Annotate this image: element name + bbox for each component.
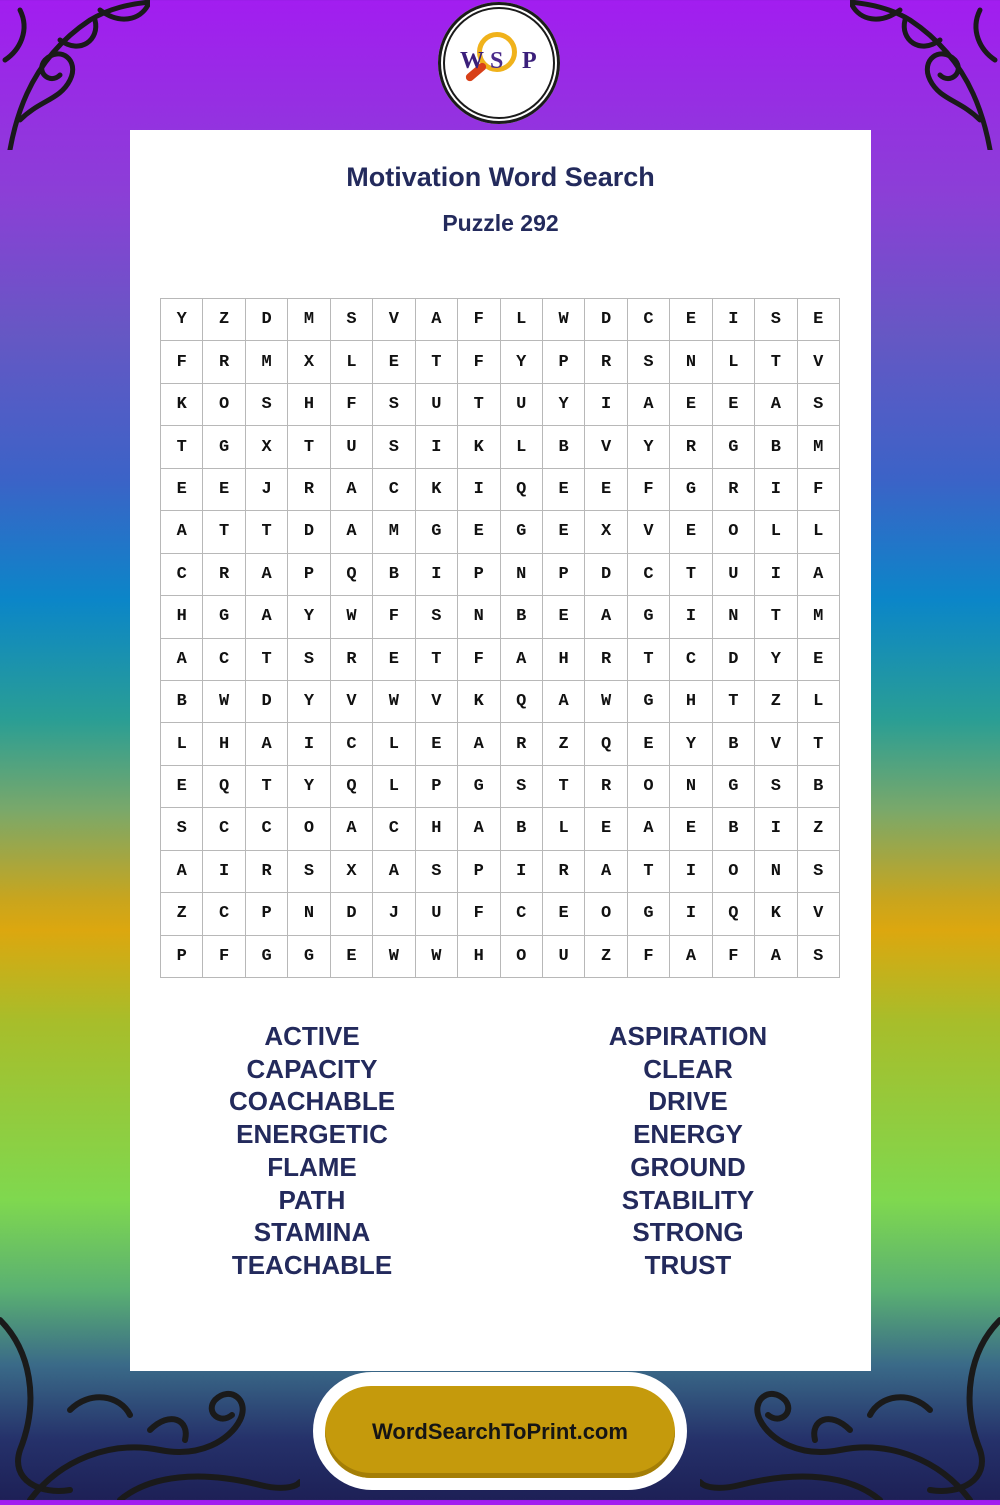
grid-cell[interactable]: X	[585, 511, 627, 553]
grid-cell[interactable]: T	[203, 511, 245, 553]
word-list-item: GROUND	[630, 1151, 746, 1182]
grid-cell[interactable]: W	[373, 681, 415, 723]
word-list-item: ACTIVE	[264, 1021, 360, 1051]
grid-cell[interactable]: T	[246, 511, 288, 553]
word-list-item: ENERGETIC	[236, 1119, 388, 1150]
word-list-item: CLEAR	[643, 1053, 733, 1084]
grid-cell[interactable]: L	[798, 511, 840, 553]
grid-cell[interactable]: B	[501, 596, 543, 638]
grid-cell[interactable]: C	[246, 808, 288, 850]
grid-cell[interactable]: Q	[585, 723, 627, 765]
grid-cell[interactable]: W	[416, 936, 458, 978]
grid-cell[interactable]: E	[161, 469, 203, 511]
grid-cell[interactable]: R	[288, 469, 330, 511]
grid-cell[interactable]: D	[246, 681, 288, 723]
grid-cell[interactable]: N	[670, 766, 712, 808]
grid-cell[interactable]: A	[628, 384, 670, 426]
grid-cell[interactable]: B	[798, 766, 840, 808]
grid-cell[interactable]: S	[331, 299, 373, 341]
page-title: Motivation Word Search	[346, 162, 655, 192]
grid-cell[interactable]: S	[288, 851, 330, 893]
grid-cell[interactable]: E	[628, 723, 670, 765]
grid-cell[interactable]: X	[288, 341, 330, 383]
grid-cell[interactable]: Z	[203, 299, 245, 341]
puzzle-number: Puzzle 292	[442, 210, 559, 236]
grid-cell[interactable]: L	[373, 766, 415, 808]
grid-cell[interactable]: I	[755, 554, 797, 596]
grid-cell[interactable]: C	[670, 639, 712, 681]
grid-cell[interactable]: R	[713, 469, 755, 511]
grid-cell[interactable]: Q	[501, 469, 543, 511]
grid-cell[interactable]: A	[331, 469, 373, 511]
grid-cell[interactable]: Y	[161, 299, 203, 341]
grid-cell[interactable]: R	[585, 639, 627, 681]
grid-cell[interactable]: Q	[203, 766, 245, 808]
grid-cell[interactable]: E	[373, 341, 415, 383]
grid-cell[interactable]: J	[373, 893, 415, 935]
logo-letter-s: S	[490, 48, 504, 74]
grid-cell[interactable]: M	[798, 426, 840, 468]
grid-cell[interactable]: I	[670, 851, 712, 893]
word-list-left	[162, 1020, 462, 1282]
grid-cell[interactable]: F	[713, 936, 755, 978]
grid-cell[interactable]: A	[161, 851, 203, 893]
grid-cell[interactable]: C	[161, 554, 203, 596]
grid-cell[interactable]: L	[501, 299, 543, 341]
grid-cell[interactable]: E	[416, 723, 458, 765]
grid-cell[interactable]: S	[501, 766, 543, 808]
grid-cell[interactable]: T	[670, 554, 712, 596]
grid-cell[interactable]: B	[713, 808, 755, 850]
site-link-button[interactable]: WordSearchToPrint.com	[325, 1386, 675, 1478]
grid-cell[interactable]: T	[246, 766, 288, 808]
grid-cell[interactable]: P	[246, 893, 288, 935]
grid-cell[interactable]: O	[585, 893, 627, 935]
grid-cell[interactable]: M	[798, 596, 840, 638]
grid-cell[interactable]: F	[458, 893, 500, 935]
grid-cell[interactable]: V	[798, 341, 840, 383]
grid-cell[interactable]: A	[331, 808, 373, 850]
word-list-right	[538, 1020, 838, 1282]
grid-cell[interactable]: P	[543, 341, 585, 383]
grid-cell[interactable]: F	[458, 341, 500, 383]
grid-cell[interactable]: A	[798, 554, 840, 596]
grid-cell[interactable]: R	[543, 851, 585, 893]
grid-cell[interactable]: Q	[331, 554, 373, 596]
grid-cell[interactable]: M	[288, 299, 330, 341]
grid-cell[interactable]: I	[585, 384, 627, 426]
grid-cell[interactable]: E	[543, 511, 585, 553]
grid-cell[interactable]: U	[331, 426, 373, 468]
grid-cell[interactable]: W	[203, 681, 245, 723]
grid-cell[interactable]: T	[161, 426, 203, 468]
word-list-item: TRUST	[644, 1249, 732, 1280]
grid-cell[interactable]: R	[331, 639, 373, 681]
grid-cell[interactable]: O	[203, 384, 245, 426]
grid-cell[interactable]: Z	[543, 723, 585, 765]
grid-cell[interactable]: I	[713, 299, 755, 341]
grid-cell[interactable]: R	[501, 723, 543, 765]
grid-cell[interactable]: E	[161, 766, 203, 808]
grid-cell[interactable]: E	[670, 511, 712, 553]
grid-cell[interactable]: A	[246, 723, 288, 765]
grid-cell[interactable]: C	[628, 554, 670, 596]
grid-cell[interactable]: D	[713, 639, 755, 681]
grid-cell[interactable]: C	[628, 299, 670, 341]
grid-cell[interactable]: S	[798, 936, 840, 978]
grid-cell[interactable]: F	[161, 341, 203, 383]
grid-cell[interactable]: A	[373, 851, 415, 893]
grid-cell[interactable]: P	[458, 554, 500, 596]
grid-cell[interactable]: F	[628, 936, 670, 978]
grid-cell[interactable]: N	[288, 893, 330, 935]
grid-cell[interactable]: I	[755, 469, 797, 511]
letter-grid[interactable]	[160, 298, 840, 978]
grid-cell[interactable]: Q	[501, 681, 543, 723]
grid-cell[interactable]: V	[628, 511, 670, 553]
grid-cell[interactable]: D	[288, 511, 330, 553]
grid-cell[interactable]: G	[628, 596, 670, 638]
grid-cell[interactable]: U	[501, 384, 543, 426]
grid-cell[interactable]: E	[585, 469, 627, 511]
grid-cell[interactable]: Z	[798, 808, 840, 850]
grid-cell[interactable]: Q	[713, 893, 755, 935]
grid-cell[interactable]: A	[161, 511, 203, 553]
grid-cell[interactable]: I	[203, 851, 245, 893]
grid-cell[interactable]: K	[458, 426, 500, 468]
grid-cell[interactable]: T	[755, 596, 797, 638]
grid-cell[interactable]: H	[670, 681, 712, 723]
grid-cell[interactable]: S	[373, 426, 415, 468]
grid-cell[interactable]: S	[416, 596, 458, 638]
grid-cell[interactable]: I	[501, 851, 543, 893]
grid-cell[interactable]: D	[585, 554, 627, 596]
grid-cell[interactable]: A	[585, 596, 627, 638]
grid-cell[interactable]: A	[501, 639, 543, 681]
grid-cell[interactable]: E	[670, 299, 712, 341]
grid-cell[interactable]: A	[755, 936, 797, 978]
grid-cell[interactable]: F	[373, 596, 415, 638]
grid-cell[interactable]: S	[416, 851, 458, 893]
grid-cell[interactable]: H	[543, 639, 585, 681]
grid-cell[interactable]: T	[288, 426, 330, 468]
grid-cell[interactable]: F	[458, 299, 500, 341]
logo-letter-p: P	[522, 48, 537, 74]
grid-cell[interactable]: V	[373, 299, 415, 341]
grid-cell[interactable]: S	[755, 299, 797, 341]
grid-cell[interactable]: I	[288, 723, 330, 765]
grid-cell[interactable]: A	[161, 639, 203, 681]
grid-cell[interactable]: Z	[585, 936, 627, 978]
grid-cell[interactable]: E	[585, 808, 627, 850]
grid-cell[interactable]: G	[416, 511, 458, 553]
grid-cell[interactable]: A	[458, 723, 500, 765]
grid-cell[interactable]: H	[288, 384, 330, 426]
word-list-item: STRONG	[632, 1217, 744, 1248]
grid-cell[interactable]: U	[543, 936, 585, 978]
grid-cell[interactable]: H	[416, 808, 458, 850]
grid-cell[interactable]: F	[458, 639, 500, 681]
grid-cell[interactable]: A	[246, 554, 288, 596]
grid-cell[interactable]: N	[458, 596, 500, 638]
grid-cell[interactable]: T	[416, 639, 458, 681]
grid-cell[interactable]: V	[331, 681, 373, 723]
grid-cell[interactable]: G	[628, 681, 670, 723]
grid-cell[interactable]: I	[458, 469, 500, 511]
grid-cell[interactable]: G	[458, 766, 500, 808]
word-list-item: ASPIRATION	[608, 1021, 768, 1051]
grid-cell[interactable]: A	[585, 851, 627, 893]
grid-cell[interactable]: G	[203, 596, 245, 638]
grid-cell[interactable]: Y	[288, 596, 330, 638]
grid-cell[interactable]: E	[543, 893, 585, 935]
grid-cell[interactable]: G	[203, 426, 245, 468]
grid-cell[interactable]: D	[331, 893, 373, 935]
grid-cell[interactable]: G	[501, 511, 543, 553]
grid-cell[interactable]: L	[501, 426, 543, 468]
grid-cell[interactable]: R	[585, 341, 627, 383]
grid-cell[interactable]: W	[543, 299, 585, 341]
grid-cell[interactable]: P	[458, 851, 500, 893]
grid-cell[interactable]: V	[798, 893, 840, 935]
grid-cell[interactable]: P	[416, 766, 458, 808]
word-list-item: DRIVE	[648, 1086, 728, 1117]
grid-cell[interactable]: K	[416, 469, 458, 511]
grid-cell[interactable]: Y	[628, 426, 670, 468]
grid-cell[interactable]: F	[331, 384, 373, 426]
grid-cell[interactable]: I	[755, 808, 797, 850]
grid-cell[interactable]: E	[203, 469, 245, 511]
grid-cell[interactable]: T	[628, 639, 670, 681]
grid-cell[interactable]: F	[628, 469, 670, 511]
word-list-item: FLAME	[267, 1151, 357, 1182]
word-list-item: STABILITY	[621, 1184, 755, 1215]
grid-cell[interactable]: E	[331, 936, 373, 978]
grid-cell[interactable]: S	[755, 766, 797, 808]
grid-cell[interactable]: E	[543, 596, 585, 638]
grid-cell[interactable]: B	[161, 681, 203, 723]
grid-cell[interactable]: S	[246, 384, 288, 426]
grid-cell[interactable]: B	[501, 808, 543, 850]
grid-cell[interactable]: M	[246, 341, 288, 383]
wsp-logo[interactable]	[438, 2, 560, 124]
grid-cell[interactable]: L	[713, 341, 755, 383]
grid-cell[interactable]: P	[161, 936, 203, 978]
grid-cell[interactable]: Y	[501, 341, 543, 383]
grid-cell[interactable]: Z	[161, 893, 203, 935]
grid-cell[interactable]: N	[755, 851, 797, 893]
word-list-item: ENERGY	[633, 1119, 743, 1150]
grid-cell[interactable]: Z	[755, 681, 797, 723]
grid-cell[interactable]: I	[670, 596, 712, 638]
grid-cell[interactable]: H	[161, 596, 203, 638]
grid-cell[interactable]: O	[713, 511, 755, 553]
grid-cell[interactable]: L	[373, 723, 415, 765]
grid-cell[interactable]: A	[331, 511, 373, 553]
grid-cell[interactable]: V	[416, 681, 458, 723]
grid-cell[interactable]: O	[713, 851, 755, 893]
grid-cell[interactable]: F	[203, 936, 245, 978]
grid-cell[interactable]: G	[246, 936, 288, 978]
grid-cell[interactable]: C	[203, 808, 245, 850]
grid-cell[interactable]: I	[416, 426, 458, 468]
word-list-item: COACHABLE	[228, 1086, 396, 1117]
grid-cell[interactable]: N	[670, 341, 712, 383]
grid-cell[interactable]: X	[331, 851, 373, 893]
grid-cell[interactable]: R	[246, 851, 288, 893]
grid-cell[interactable]: L	[331, 341, 373, 383]
grid-cell[interactable]: T	[628, 851, 670, 893]
grid-cell[interactable]: S	[373, 384, 415, 426]
grid-cell[interactable]: V	[585, 426, 627, 468]
grid-cell[interactable]: U	[416, 893, 458, 935]
grid-cell[interactable]: S	[288, 639, 330, 681]
grid-cell[interactable]: V	[755, 723, 797, 765]
grid-cell[interactable]: W	[373, 936, 415, 978]
grid-cell[interactable]: C	[331, 723, 373, 765]
grid-cell[interactable]: T	[798, 723, 840, 765]
grid-cell[interactable]: K	[161, 384, 203, 426]
grid-cell[interactable]: A	[628, 808, 670, 850]
grid-cell[interactable]: C	[203, 893, 245, 935]
grid-cell[interactable]: R	[585, 766, 627, 808]
ornament-top-left	[0, 0, 150, 150]
grid-cell[interactable]: I	[670, 893, 712, 935]
grid-cell[interactable]: E	[373, 639, 415, 681]
grid-cell[interactable]: R	[670, 426, 712, 468]
grid-cell[interactable]: C	[501, 893, 543, 935]
grid-cell[interactable]: M	[373, 511, 415, 553]
grid-cell[interactable]: Y	[288, 681, 330, 723]
grid-cell[interactable]: G	[628, 893, 670, 935]
grid-cell[interactable]: T	[543, 766, 585, 808]
grid-cell[interactable]: U	[416, 384, 458, 426]
grid-cell[interactable]: O	[288, 808, 330, 850]
grid-cell[interactable]: K	[458, 681, 500, 723]
grid-cell[interactable]: A	[416, 299, 458, 341]
grid-cell[interactable]: G	[670, 469, 712, 511]
grid-cell[interactable]: G	[713, 426, 755, 468]
grid-cell[interactable]: B	[755, 426, 797, 468]
grid-cell[interactable]: A	[543, 681, 585, 723]
grid-cell[interactable]: E	[798, 299, 840, 341]
grid-cell[interactable]: Y	[670, 723, 712, 765]
grid-cell[interactable]: C	[203, 639, 245, 681]
grid-cell[interactable]: F	[798, 469, 840, 511]
grid-cell[interactable]: E	[713, 384, 755, 426]
grid-cell[interactable]: N	[713, 596, 755, 638]
grid-cell[interactable]: A	[755, 384, 797, 426]
grid-cell[interactable]: E	[543, 469, 585, 511]
grid-cell[interactable]: C	[373, 808, 415, 850]
grid-cell[interactable]: I	[416, 554, 458, 596]
grid-cell[interactable]: H	[203, 723, 245, 765]
grid-cell[interactable]: C	[373, 469, 415, 511]
grid-cell[interactable]: E	[670, 808, 712, 850]
word-list-item: STAMINA	[253, 1217, 371, 1248]
grid-cell[interactable]: P	[543, 554, 585, 596]
grid-cell[interactable]: T	[713, 681, 755, 723]
grid-cell[interactable]: O	[628, 766, 670, 808]
grid-cell[interactable]: H	[458, 936, 500, 978]
grid-cell[interactable]: R	[203, 341, 245, 383]
grid-cell[interactable]: R	[203, 554, 245, 596]
grid-cell[interactable]: W	[585, 681, 627, 723]
grid-cell[interactable]: E	[670, 384, 712, 426]
grid-cell[interactable]: K	[755, 893, 797, 935]
grid-cell[interactable]: P	[288, 554, 330, 596]
grid-cell[interactable]: Y	[755, 639, 797, 681]
grid-cell[interactable]: Y	[543, 384, 585, 426]
grid-cell[interactable]: X	[246, 426, 288, 468]
grid-cell[interactable]: T	[755, 341, 797, 383]
grid-cell[interactable]: L	[161, 723, 203, 765]
grid-cell[interactable]: T	[416, 341, 458, 383]
grid-cell[interactable]: O	[501, 936, 543, 978]
grid-cell[interactable]: G	[288, 936, 330, 978]
logo-letter-w: W	[460, 48, 484, 74]
grid-cell[interactable]: L	[543, 808, 585, 850]
grid-cell[interactable]: L	[755, 511, 797, 553]
grid-cell[interactable]: A	[458, 808, 500, 850]
word-list-item: PATH	[278, 1184, 346, 1215]
grid-cell[interactable]: D	[585, 299, 627, 341]
grid-cell[interactable]: D	[246, 299, 288, 341]
grid-cell[interactable]: Y	[288, 766, 330, 808]
grid-cell[interactable]: J	[246, 469, 288, 511]
grid-cell[interactable]: B	[373, 554, 415, 596]
grid-cell[interactable]: A	[670, 936, 712, 978]
grid-cell[interactable]: L	[798, 681, 840, 723]
grid-cell[interactable]: B	[713, 723, 755, 765]
grid-cell[interactable]: G	[713, 766, 755, 808]
grid-cell[interactable]: T	[458, 384, 500, 426]
grid-cell[interactable]: A	[246, 596, 288, 638]
grid-cell[interactable]: U	[713, 554, 755, 596]
grid-cell[interactable]: W	[331, 596, 373, 638]
grid-cell[interactable]: N	[501, 554, 543, 596]
grid-cell[interactable]: S	[798, 384, 840, 426]
grid-cell[interactable]: S	[161, 808, 203, 850]
ornament-top-right	[850, 0, 1000, 150]
grid-cell[interactable]: T	[246, 639, 288, 681]
grid-cell[interactable]: B	[543, 426, 585, 468]
grid-cell[interactable]: Q	[331, 766, 373, 808]
word-list-item: CAPACITY	[246, 1053, 378, 1084]
grid-cell[interactable]: E	[798, 639, 840, 681]
grid-cell[interactable]: E	[458, 511, 500, 553]
word-list-item: TEACHABLE	[231, 1249, 393, 1280]
grid-cell[interactable]: S	[628, 341, 670, 383]
grid-cell[interactable]: S	[798, 851, 840, 893]
